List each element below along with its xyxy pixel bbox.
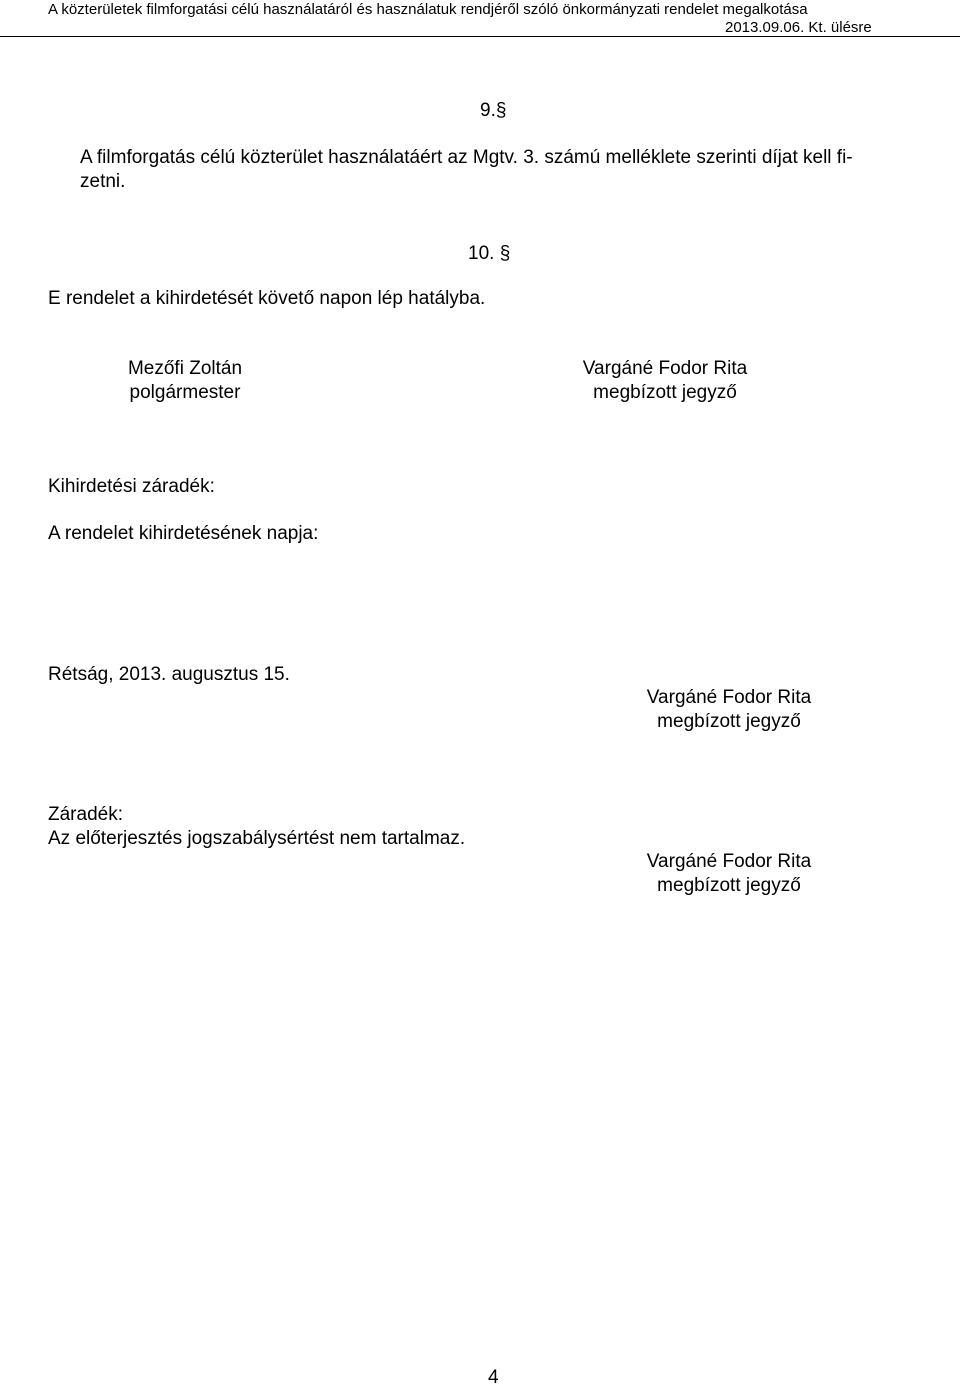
header-rule <box>0 36 960 37</box>
section-9-text-line2: zetni. <box>80 171 126 192</box>
clause-heading: Záradék: <box>48 804 123 825</box>
signature-left-title: polgármester <box>129 382 241 403</box>
promulgation-date-label: A rendelet kihirdetésének napja: <box>48 523 319 544</box>
section-9-text-line1: A filmforgatás célú közterület használatáért az Mgtv. 3. számú melléklete szerinti díjat kell fi- <box>80 147 853 168</box>
promulgation-heading: Kihirdetési záradék: <box>48 476 215 497</box>
clause-signer-name: Vargáné Fodor Rita <box>646 851 812 872</box>
section-9-heading: 9.§ <box>480 100 507 121</box>
clause-text: Az előterjesztés jogszabálysértést nem tartalmaz. <box>48 828 466 849</box>
signature-right-title: megbízott jegyző <box>593 382 737 403</box>
promulgation-signer-title: megbízott jegyző <box>657 711 801 732</box>
page-number: 4 <box>488 1367 499 1388</box>
signature-right-name: Vargáné Fodor Rita <box>582 358 748 379</box>
section-10-heading: 10. § <box>468 243 511 264</box>
header-date: 2013.09.06. Kt. ülésre <box>725 19 872 36</box>
signature-left-name: Mezőfi Zoltán <box>127 358 243 379</box>
clause-signer-title: megbízott jegyző <box>657 875 801 896</box>
promulgation-place-date: Rétság, 2013. augusztus 15. <box>48 664 290 685</box>
section-10-text: E rendelet a kihirdetését követő napon lép hatályba. <box>48 288 486 309</box>
header-title: A közterületek filmforgatási célú használatáról és használatuk rendjéről szóló önkormányzati rendelet megalkotása <box>48 1 808 18</box>
promulgation-signer-name: Vargáné Fodor Rita <box>646 687 812 708</box>
